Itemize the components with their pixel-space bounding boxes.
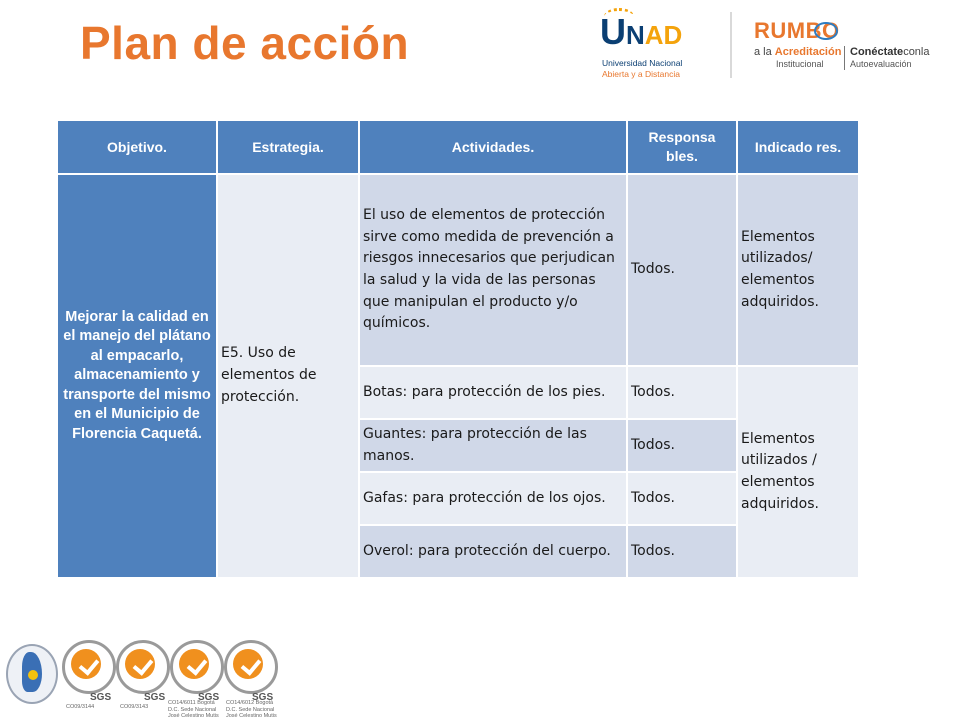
- rumbo-institucional: Institucional: [776, 59, 824, 69]
- rumbo-a-la: a la: [754, 46, 775, 58]
- logo-divider: [730, 12, 732, 78]
- sgs-seal-icon: [224, 640, 278, 694]
- unad-line1: Universidad Nacional: [602, 58, 683, 68]
- unad-letter-n: N: [626, 20, 645, 50]
- unad-letter-u: U: [600, 11, 626, 52]
- objective-cell: Mejorar la calidad en el manejo del plátano al empacarlo, almacenamiento y transporte del mismo en el Municipio de Florencia Caquetá.: [57, 174, 217, 578]
- rumbo-conectate: [850, 46, 929, 58]
- activity-cell: Botas: para protección de los pies.: [359, 366, 627, 419]
- rumbo-acreditacion: [754, 46, 841, 58]
- seal-code: CO09/3144: [66, 704, 95, 710]
- indicator-cell: Elementos utilizados / elementos adquiridos.: [737, 366, 859, 578]
- rumbo-wordmark: RUMBO: [754, 18, 840, 43]
- responsible-cell: Todos.: [627, 366, 737, 419]
- seal-center-icon: [179, 649, 209, 679]
- sgs-label: SGS: [198, 692, 220, 703]
- sgs-seal-icon: [170, 640, 224, 694]
- colombia-map-seal-icon: [6, 644, 58, 704]
- responsible-cell: Todos.: [627, 525, 737, 578]
- rumbo-acreditacion-word: Acreditación: [774, 46, 842, 58]
- unad-letters-ad: AD: [644, 20, 683, 50]
- activity-cell: Overol: para protección del cuerpo.: [359, 525, 627, 578]
- sgs-label: SGS: [144, 692, 166, 703]
- rumbo-autoevaluacion: Autoevaluación: [850, 59, 912, 69]
- map-dot-icon: [28, 670, 38, 680]
- certification-seals: [0, 630, 290, 720]
- activity-cell: Gafas: para protección de los ojos.: [359, 472, 627, 525]
- sgs-seal-icon: [62, 640, 116, 694]
- action-plan-table: [56, 119, 860, 579]
- unad-logo: [600, 8, 710, 83]
- check-icon: [133, 654, 154, 676]
- responsible-cell: Todos.: [627, 472, 737, 525]
- header-objetivo: Objetivo.: [57, 120, 217, 174]
- strategy-cell: E5. Uso de elementos de protección.: [217, 174, 359, 578]
- sgs-seal-icon: [116, 640, 170, 694]
- activity-cell: Guantes: para protección de las manos.: [359, 419, 627, 472]
- seal-center-icon: [233, 649, 263, 679]
- unad-wordmark: [600, 11, 683, 52]
- header-estrategia: Estrategia.: [217, 120, 359, 174]
- seal-center-icon: [125, 649, 155, 679]
- header-indicadores: Indicado res.: [737, 120, 859, 174]
- table-header-row: [57, 120, 859, 174]
- sgs-label: SGS: [90, 692, 112, 703]
- indicator-cell: Elementos utilizados/ elementos adquiridos.: [737, 174, 859, 366]
- rumbo-logo: [754, 18, 944, 74]
- check-icon: [187, 654, 208, 676]
- responsible-cell: Todos.: [627, 419, 737, 472]
- unad-line2: Abierta y a Distancia: [602, 69, 680, 79]
- rumbo-conectate-b: conla: [903, 46, 930, 58]
- seal-code: CO14/6012 Bogotá D.C. Sede Nacional José Celestino Mutis: [226, 700, 277, 720]
- seal-code: CO09/3143: [120, 704, 149, 710]
- check-icon: [241, 654, 262, 676]
- header-responsables: Responsa bles.: [627, 120, 737, 174]
- activity-cell: El uso de elementos de protección sirve como medida de prevención a riesgos innecesarios que perjudican la salud y la vida de las personas que manipulan el producto y/o químicos.: [359, 174, 627, 366]
- rumbo-conectate-a: Conéctate: [850, 46, 904, 58]
- slide-title: Plan de acción: [80, 17, 410, 69]
- sgs-label: SGS: [252, 692, 274, 703]
- seal-center-icon: [71, 649, 101, 679]
- table-row: [57, 174, 859, 366]
- header-actividades: Actividades.: [359, 120, 627, 174]
- check-icon: [79, 654, 100, 676]
- seal-code: CO14/6011 Bogotá D.C. Sede Nacional José Celestino Mutis: [168, 700, 219, 720]
- rumbo-divider: [844, 46, 845, 70]
- rumbo-ring-icon: [814, 22, 838, 40]
- responsible-cell: Todos.: [627, 174, 737, 366]
